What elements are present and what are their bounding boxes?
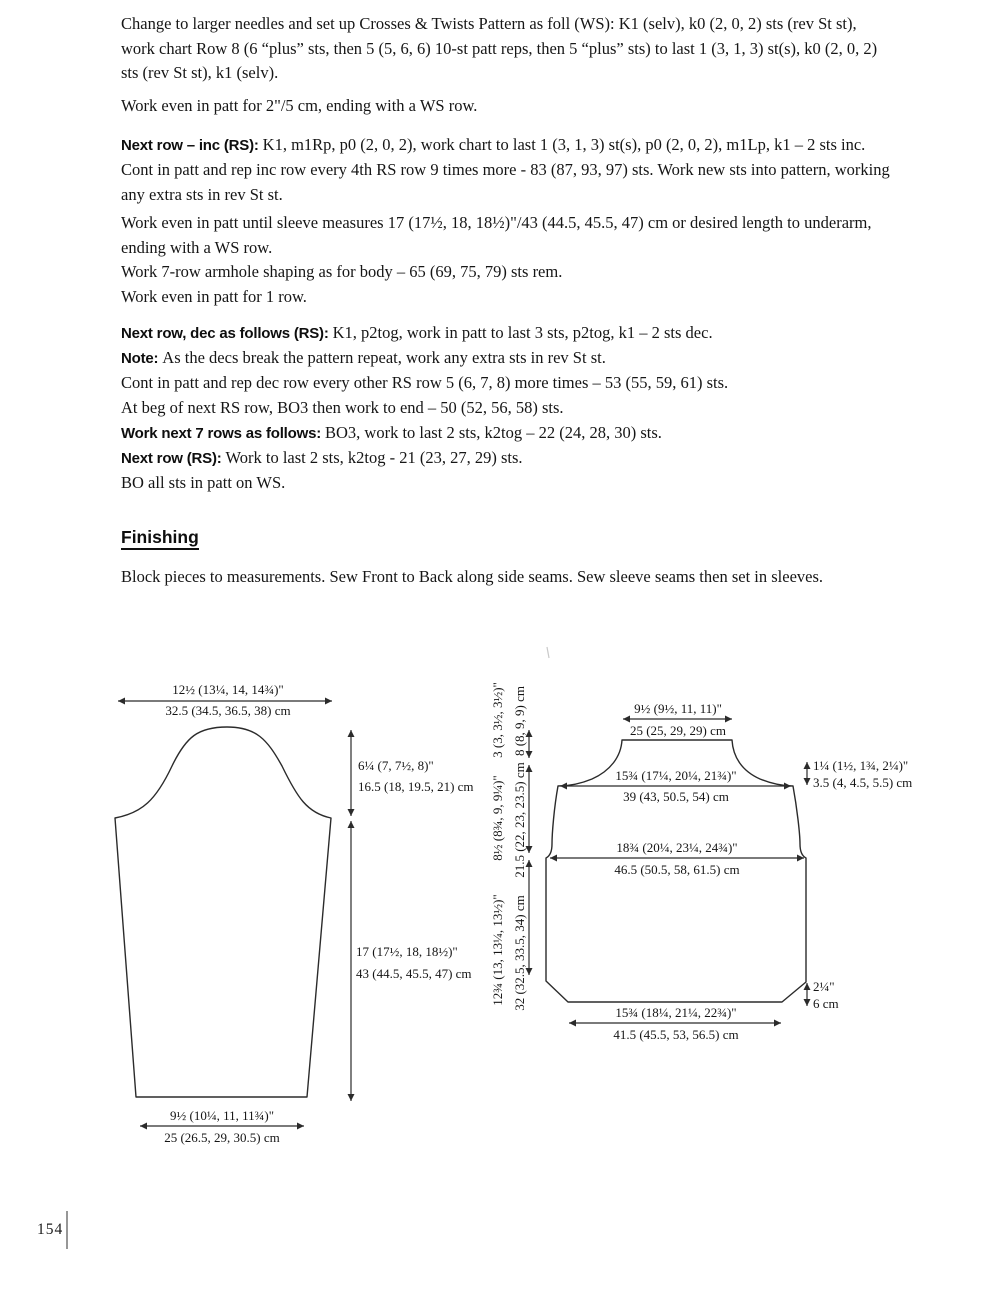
instruction-paragraph	[121, 471, 893, 496]
sleeve-cuff-width-cm-label: 25 (26.5, 29, 30.5) cm	[164, 1130, 280, 1145]
instruction-paragraph	[121, 285, 893, 310]
body-shoulder-drop-inches-label: 1¼ (1½, 1¾, 2¼)"	[813, 758, 909, 773]
instruction-paragraph	[121, 133, 893, 158]
body-shoulder-width-inches-label: 15¾ (17¼, 20¼, 21¾)"	[615, 768, 737, 783]
paragraph-text: As the decs break the pattern repeat, work any extra sts in rev St st.	[162, 348, 606, 367]
sleeve-top-width-cm-label: 32.5 (34.5, 36.5, 38) cm	[165, 703, 291, 718]
schematic-diagrams	[0, 640, 997, 1170]
paragraph-text: Work even in patt for 2"/5 cm, ending with a WS row.	[121, 96, 478, 115]
page-number: 154	[37, 1221, 64, 1238]
instruction-paragraph	[121, 158, 893, 207]
body-shoulder-width-cm-label: 39 (43, 50.5, 54) cm	[623, 789, 729, 804]
paragraph-text: BO all sts in patt on WS.	[121, 473, 286, 492]
sleeve-cap-height-cm-label: 16.5 (18, 19.5, 21) cm	[358, 779, 474, 794]
instruction-paragraph	[121, 321, 893, 346]
instruction-paragraph	[121, 94, 893, 119]
body-neck-depth-cm-label: 8 (8, 9, 9) cm	[512, 685, 527, 757]
sleeve-cuff-width-inches-label: 9½ (10¼, 11, 11¾)"	[170, 1108, 274, 1123]
body-chest-width-cm-label: 46.5 (50.5, 58, 61.5) cm	[614, 862, 740, 877]
body-hem-width-cm-label: 41.5 (45.5, 53, 56.5) cm	[613, 1027, 739, 1042]
sleeve-outline	[115, 727, 331, 1097]
body-chest-width-inches-label: 18¾ (20¼, 23¼, 24¾)"	[616, 840, 738, 855]
instruction-paragraph	[121, 421, 893, 446]
instruction-paragraph	[121, 446, 893, 471]
paragraph-text: At beg of next RS row, BO3 then work to end – 50 (52, 56, 58) sts.	[121, 398, 564, 417]
body-hem-height-inches-label: 2¼"	[813, 979, 835, 994]
body-shoulder-drop-cm-label: 3.5 (4, 4.5, 5.5) cm	[813, 775, 913, 790]
scan-artifact	[547, 647, 549, 658]
instruction-paragraph	[121, 211, 893, 260]
body-neck-width-inches-label: 9½ (9½, 11, 11)"	[634, 701, 722, 716]
page-number-rule	[66, 1211, 68, 1249]
instruction-paragraph	[121, 260, 893, 285]
body-side-cm-label: 32 (32.5, 33.5, 34) cm	[512, 895, 527, 1011]
body-hem-height-cm-label: 6 cm	[813, 996, 839, 1011]
paragraph-text: Cont in patt and rep inc row every 4th RS row 9 times more - 83 (87, 93, 97) sts. Work new sts into pattern, working any extra sts in rev St st.	[121, 160, 890, 204]
body-armhole-cm-label: 21.5 (22, 23, 23.5) cm	[512, 762, 527, 878]
paragraph-text: K1, p2tog, work in patt to last 3 sts, p2tog, k1 – 2 sts dec.	[332, 323, 713, 342]
paragraph-lead: Note:	[121, 350, 163, 367]
paragraph-lead: Next row, dec as follows (RS):	[121, 325, 333, 342]
paragraph-text: BO3, work to last 2 sts, k2tog – 22 (24, 28, 30) sts.	[324, 423, 662, 442]
paragraph-lead: Work next 7 rows as follows:	[121, 425, 325, 442]
body-neck-width-cm-label: 25 (25, 29, 29) cm	[629, 723, 727, 738]
paragraph-text: K1, m1Rp, p0 (2, 0, 2), work chart to last 1 (3, 1, 3) st(s), p0 (2, 0, 2), m1Lp, k1 – 2 sts inc.	[262, 135, 866, 154]
instruction-paragraph	[121, 371, 893, 396]
body-armhole-inches-label: 8½ (8¾, 9, 9¼)"	[490, 775, 505, 861]
sleeve-length-inches-label: 17 (17½, 18, 18½)"	[356, 944, 458, 959]
finishing-text: Block pieces to measurements. Sew Front to Back along side seams. Sew sleeve seams then set in sleeves.	[121, 567, 824, 586]
paragraph-lead: Next row (RS):	[121, 450, 226, 467]
instruction-paragraph	[121, 396, 893, 421]
body-neck-depth-inches-label: 3 (3, 3½, 3½)"	[490, 682, 505, 758]
paragraph-text: Work even in patt until sleeve measures 17 (17½, 18, 18½)"/43 (44.5, 45.5, 47) cm or desired length to underarm, ending with a WS row.	[121, 213, 872, 257]
finishing-heading	[121, 527, 893, 548]
paragraph-lead: Next row – inc (RS):	[121, 137, 263, 154]
paragraph-text: Change to larger needles and set up Crosses & Twists Pattern as foll (WS): K1 (selv), k0 (2, 0, 2) sts (rev St st), work chart Row 8 (6 “plus” sts, then 5 (5, 6, 6) 10-st patt reps, then 5 “plus” sts) to last 1 (3, 1, 3) st(s), k0 (2, 0, 2) sts (rev St st), k1 (selv).	[121, 14, 878, 82]
paragraph-text: Cont in patt and rep dec row every other RS row 5 (6, 7, 8) more times – 53 (55, 59, 61) sts.	[121, 373, 729, 392]
paragraph-text: Work 7-row armhole shaping as for body – 65 (69, 75, 79) sts rem.	[121, 262, 563, 281]
body-side-inches-label: 12¾ (13, 13¼, 13½)"	[490, 894, 505, 1006]
finishing-heading-text: Finishing	[121, 527, 199, 550]
sleeve-top-width-inches-label: 12½ (13¼, 14, 14¾)"	[172, 682, 284, 697]
sleeve-cap-height-inches-label: 6¼ (7, 7½, 8)"	[358, 758, 434, 773]
paragraph-text: Work even in patt for 1 row.	[121, 287, 307, 306]
paragraph-text: Work to last 2 sts, k2tog - 21 (23, 27, 29) sts.	[225, 448, 523, 467]
body-hem-width-inches-label: 15¾ (18¼, 21¼, 22¾)"	[615, 1005, 737, 1020]
instruction-paragraph	[121, 12, 893, 85]
sleeve-length-cm-label: 43 (44.5, 45.5, 47) cm	[356, 966, 472, 981]
instruction-paragraph	[121, 346, 893, 371]
pattern-instructions	[121, 12, 893, 589]
